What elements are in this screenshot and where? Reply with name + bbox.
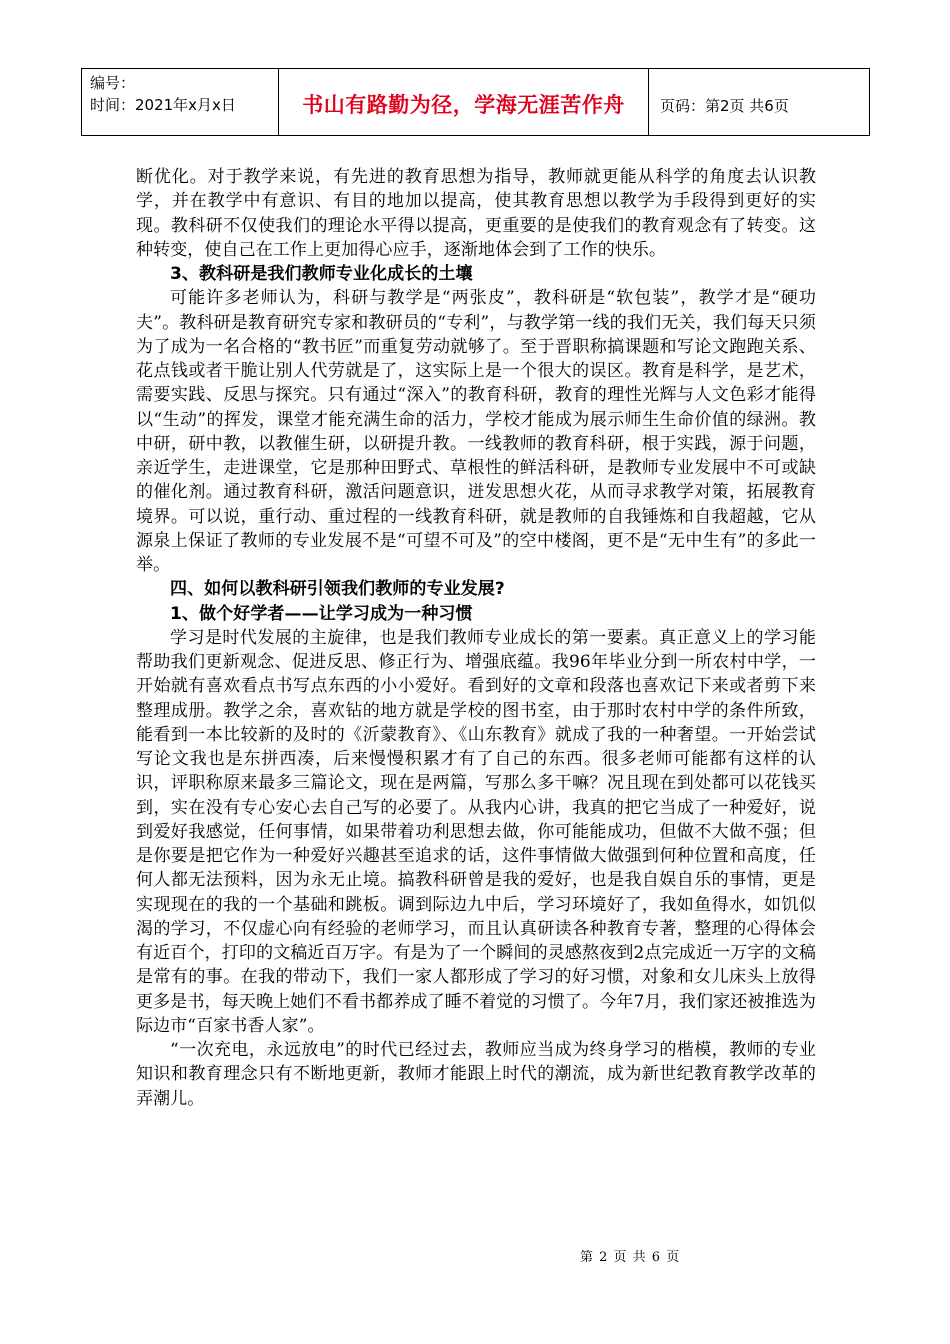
- document-body: [136, 165, 816, 1111]
- subsection-heading: 1、做个好学者——让学习成为一种习惯: [170, 603, 473, 624]
- body-paragraph: 学习是时代发展的主旋律，也是我们教师专业成长的第一要素。真正意义上的学习能帮助我们更新观念、促进反思、修正行为、增强底蕴。我96年毕业分到一所农村中学，一开始就有喜欢看点书写点东西的小小爱好。看到好的文章和段落也喜欢记下来或者剪下来整理成册。教学之余，喜欢钻的地方就是学校的图书室，由于那时农村中学的条件所致，能看到一本比较新的及时的《沂蒙教育》、《山东教育》就成了我的一种奢望。一开始尝试写论文我也是东拼西凑，后来慢慢积累才有了自己的东西。很多老师可能都有这样的认识，评职称原来最多三篇论文，现在是两篇，写那么多干嘛？况且现在到处都可以花钱买到，实在没有专心安心去自己写的必要了。从我内心讲，我真的把它当成了一种爱好，说到爱好我感觉，任何事情，如果带着功利思想去做，你可能能成功，但做不大做不强；但是你要是把它作为一种爱好兴趣甚至追求的话，这件事情做大做强到何种位置和高度，任何人都无法预料，因为永无止境。搞教科研曾是我的爱好，也是我自娱自乐的事情，更是实现现在的我的一个基础和跳板。调到际边九中后，学习环境好了，我如鱼得水，如饥似渴的学习，不仅虚心向有经验的老师学习，而且认真研读各种教育专著，整理的心得体会有近百个，打印的文稿近百万字。有是为了一个瞬间的灵感熬夜到2点完成近一万字的文稿是常有的事。在我的带动下，我们一家人都形成了学习的好习惯，对象和女儿床头上放得更多是书，每天晚上她们不看书都养成了睡不着觉的习惯了。今年7月，我们家还被推选为际边市“百家书香人家”。: [136, 627, 816, 1036]
- body-paragraph: 断优化。对于教学来说，有先进的教育思想为指导，教师就更能从科学的角度去认识教学，并在教学中有意识、有目的地加以提高，使其教育思想以教学为手段得到更好的实现。教科研不仅使我们的理论水平得以提高，更重要的是使我们的教育观念有了转变。这种转变，使自己在工作上更加得心应手，逐渐地体会到了工作的快乐。: [136, 167, 816, 260]
- header-meta: [82, 69, 279, 135]
- document-number-label: 编号：: [90, 74, 136, 92]
- section-heading: 四、如何以教科研引领我们教师的专业发展?: [170, 579, 505, 600]
- header-motto: 书山有路勤为径，学海无涯苦作舟: [279, 69, 649, 135]
- header-page-info: 页码：第2页 共6页: [660, 96, 789, 115]
- body-paragraph: 可能许多老师认为，科研与教学是“两张皮”，教科研是“软包装”，教学才是“硬功夫”。教科研是教育研究专家和教研员的“专利”，与教学第一线的我们无关，我们每天只须为了成为一名合格的“教书匠”而重复劳动就够了。至于晋职称搞课题和写论文跑跑关系、花点钱或者干脆让别人代劳就是了，这实际上是一个很大的误区。教育是科学，是艺术，需要实践、反思与探究。只有通过“深入”的教育科研，教育的理性光辉与人文色彩才能得以“生动”的挥发，课堂才能充满生命的活力，学校才能成为展示师生生命价值的绿洲。教中研，研中教，以教催生研，以研提升教。一线教师的教育科研，根于实践，源于问题，亲近学生，走进课堂，它是那种田野式、草根性的鲜活科研，是教师专业发展中不可或缺的催化剂。通过教育科研，激活问题意识，迸发思想火花，从而寻求教学对策，拓展教育境界。可以说，重行动、重过程的一线教育科研，就是教师的自我锤炼和自我超越，它从源泉上保证了教师的专业发展不是“可望不可及”的空中楼阁，更不是“无中生有”的多此一举。: [136, 288, 816, 575]
- section-heading: 3、教科研是我们教师专业化成长的土壤: [170, 264, 473, 284]
- page-header: [81, 68, 870, 136]
- page-footer: 第 2 页 共 6 页: [580, 1250, 681, 1265]
- document-time-label: 时间：2021年x月x日: [90, 96, 236, 114]
- body-paragraph: “一次充电，永远放电”的时代已经过去，教师应当成为终身学习的楷模，教师的专业知识和教育理念只有不断地更新，教师才能跟上时代的潮流，成为新世纪教育教学改革的弄潮儿。: [136, 1040, 816, 1109]
